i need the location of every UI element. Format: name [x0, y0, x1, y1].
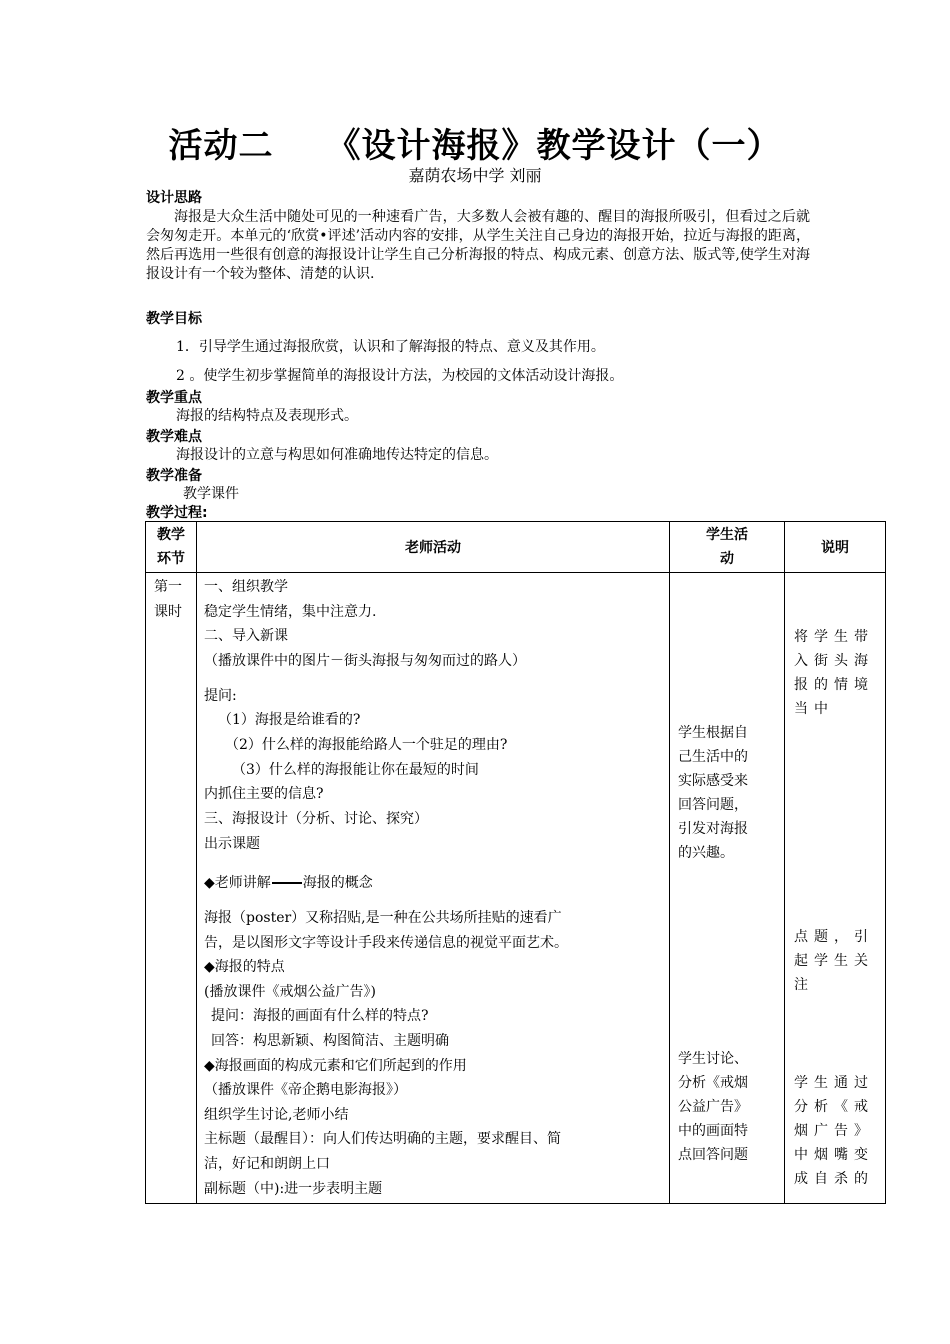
- teacher-line: （2）什么样的海报能给路人一个驻足的理由?: [225, 737, 508, 753]
- note-line: 学生通过: [794, 1075, 874, 1091]
- teacher-line: （1）海报是给谁看的?: [218, 712, 361, 728]
- teacher-line: ◆海报的特点: [204, 959, 285, 975]
- teacher-line: (播放课件《戒烟公益广告》): [204, 984, 376, 1000]
- teacher-line: 告，是以图形文字等设计手段来传递信息的视觉平面艺术。: [204, 935, 568, 951]
- note-line: 烟广告》: [794, 1123, 874, 1139]
- note-line: 当中: [794, 701, 834, 717]
- difficulties-heading: 教学难点: [146, 429, 202, 445]
- teacher-line: 提问:: [204, 688, 237, 704]
- stage-line: 第一: [154, 579, 182, 595]
- note-line: 报的情境: [794, 677, 874, 693]
- teacher-line: [204, 874, 373, 893]
- teacher-line: 稳定学生情绪，集中注意力.: [204, 604, 377, 620]
- student-line: 实际感受来: [678, 773, 748, 789]
- difficulties-text: 海报设计的立意与构思如何准确地传达特定的信息。: [176, 447, 498, 463]
- page-title: 活动二 《设计海报》教学设计（一）: [168, 126, 782, 166]
- note-line: 中烟嘴变: [794, 1147, 874, 1163]
- teacher-line: （播放课件中的图片－街头海报与匆匆而过的路人）: [204, 653, 526, 669]
- goal-item-2: 2 。使学生初步掌握简单的海报设计方法，为校园的文体活动设计海报。: [176, 368, 624, 384]
- process-table: [145, 521, 886, 1204]
- teacher-line: （3）什么样的海报能让你在最短的时间: [232, 762, 479, 778]
- process-heading: 教学过程:: [146, 505, 208, 521]
- stage-cell: [146, 573, 197, 1204]
- preparation-text: 教学课件: [183, 486, 239, 502]
- student-cell: [670, 573, 785, 1204]
- student-line: 回答问题，: [678, 797, 748, 813]
- teacher-lecture-topic: 海报的概念: [302, 875, 373, 891]
- note-line: 注: [794, 977, 814, 993]
- teacher-line: 海报（poster）又称招贴,是一种在公共场所挂贴的速看广: [204, 910, 562, 926]
- teacher-line: 回答：构思新颖、构图简洁、主题明确: [211, 1033, 449, 1049]
- teacher-line: 三、海报设计（分析、讨论、探究）: [204, 811, 428, 827]
- key-points-text: 海报的结构特点及表现形式。: [176, 408, 358, 424]
- student-line: 己生活中的: [678, 749, 748, 765]
- teacher-line: 主标题（最醒目）：向人们传达明确的主题，要求醒目、简: [204, 1131, 561, 1147]
- header-stage-line1: 教学: [157, 527, 185, 543]
- header-student-line2: 动: [720, 551, 734, 567]
- student-line: 公益广告》: [678, 1099, 748, 1115]
- teacher-line: 一、组织教学: [204, 579, 288, 595]
- note-line: 成自杀的: [794, 1171, 874, 1187]
- student-line: 学生讨论、: [678, 1051, 748, 1067]
- student-line: 中的画面特: [678, 1123, 748, 1139]
- author-line: 嘉荫农场中学 刘丽: [408, 166, 542, 185]
- table-row: [146, 573, 886, 1204]
- note-line: 入街头海: [794, 653, 874, 669]
- header-stage: [146, 522, 197, 573]
- header-student: [670, 522, 785, 573]
- table-header-row: [146, 522, 886, 573]
- note-line: 点题，引: [794, 929, 874, 945]
- header-note: 说明: [785, 522, 886, 573]
- teacher-line: （播放课件《帝企鹅电影海报》）: [204, 1082, 407, 1098]
- teacher-line: 组织学生讨论,老师小结: [204, 1107, 349, 1123]
- student-line: 的兴趣。: [678, 845, 734, 861]
- teacher-line: 提问：海报的画面有什么样的特点?: [211, 1008, 429, 1024]
- note-line: 将学生带: [794, 629, 874, 645]
- teacher-lecture-label: ◆老师讲解: [204, 875, 271, 891]
- student-line: 学生根据自: [678, 725, 748, 741]
- header-stage-line2: 环节: [157, 551, 185, 567]
- header-teacher: 老师活动: [197, 522, 670, 573]
- goal-item-1: 1．引导学生通过海报欣赏，认识和了解海报的特点、意义及其作用。: [176, 339, 605, 355]
- goals-heading: 教学目标: [146, 311, 202, 327]
- dash-divider: [272, 882, 302, 884]
- teacher-line: 内抓住主要的信息?: [204, 786, 324, 802]
- note-line: 起学生关: [794, 953, 874, 969]
- stage-line: 课时: [154, 604, 182, 620]
- key-points-heading: 教学重点: [146, 390, 202, 406]
- teacher-cell: [197, 573, 670, 1204]
- student-line: 引发对海报: [678, 821, 748, 837]
- teacher-line: 副标题（中):进一步表明主题: [204, 1181, 383, 1197]
- note-cell: [785, 573, 886, 1204]
- note-line: 分析《戒: [794, 1099, 874, 1115]
- teacher-line: 洁，好记和朗朗上口: [204, 1156, 330, 1172]
- header-student-line1: 学生活: [706, 527, 748, 543]
- design-idea-text: 海报是大众生活中随处可见的一种速看广告，大多数人会被有趣的、醒目的海报所吸引，但看过之后就会匆匆走开。本单元的‘欣赏•评述’活动内容的安排，从学生关注自己身边的海报开始，拉近与海报的距离，然后再选用一些很有创意的海报设计让学生自己分析海报的特点、构成元素、创意方法、版式等,使学生对海报设计有一个较为整体、清楚的认识.: [146, 209, 810, 282]
- preparation-heading: 教学准备: [146, 468, 202, 484]
- teacher-line: ◆海报画面的构成元素和它们所起到的作用: [204, 1058, 467, 1074]
- teacher-line: 出示课题: [204, 836, 260, 852]
- teacher-line: 二、导入新课: [204, 628, 288, 644]
- student-line: 分析《戒烟: [678, 1075, 748, 1091]
- student-line: 点回答问题: [678, 1147, 748, 1163]
- design-idea-heading: 设计思路: [146, 190, 202, 206]
